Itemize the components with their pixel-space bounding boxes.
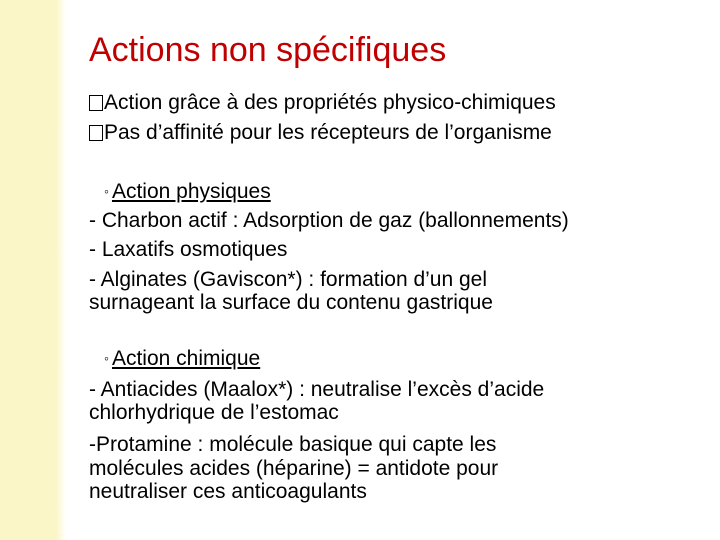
section-line: -Protamine : molécule basique qui capte les <box>89 433 497 456</box>
circle-bullet-icon: ◦ <box>104 183 109 199</box>
section-line: - Antiacides (Maalox*) : neutralise l’excès d’acide <box>89 378 545 401</box>
section-line: - Laxatifs osmotiques <box>89 238 288 261</box>
section-heading-text: Action chimique <box>111 347 261 370</box>
section-line: surnageant la surface du contenu gastrique <box>89 291 493 314</box>
circle-bullet-icon: ◦ <box>104 350 109 366</box>
box-glyph-icon <box>89 95 103 111</box>
intro-text: Action grâce à des propriétés physico-chimiques <box>104 91 556 114</box>
intro-item <box>89 91 556 115</box>
section-line: neutraliser ces anticoagulants <box>89 480 367 503</box>
intro-item <box>89 121 552 145</box>
section-heading-text: Action physiques <box>111 180 271 203</box>
section-heading <box>104 346 260 371</box>
box-glyph-icon <box>89 125 103 141</box>
section-line: - Alginates (Gaviscon*) : formation d’un gel <box>89 268 488 291</box>
section-line: - Charbon actif : Adsorption de gaz (ballonnements) <box>89 209 569 232</box>
decorative-side-band-fade <box>56 0 66 540</box>
intro-text: Pas d’affinité pour les récepteurs de l’organisme <box>104 121 552 144</box>
section-heading <box>104 179 271 204</box>
slide-title: Actions non spécifiques <box>89 31 447 69</box>
decorative-side-band <box>0 0 56 540</box>
section-line: molécules acides (héparine) = antidote pour <box>89 457 499 480</box>
section-line: chlorhydrique de l’estomac <box>89 401 339 424</box>
